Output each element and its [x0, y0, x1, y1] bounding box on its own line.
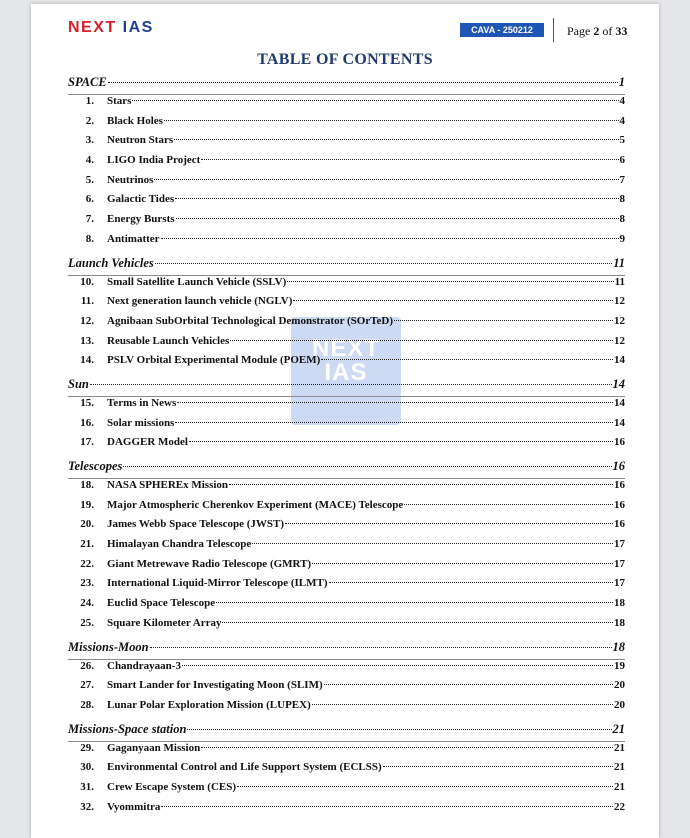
toc-entry[interactable]	[68, 699, 625, 719]
dot-leader	[394, 320, 613, 321]
entry-page-number: 16	[614, 479, 625, 491]
entry-page-number: 17	[614, 577, 625, 590]
watermark-text: NEXT IAS	[311, 335, 380, 386]
logo-text-next: NEXT	[68, 19, 117, 36]
toc-entry[interactable]	[68, 617, 625, 637]
dot-leader	[252, 543, 613, 544]
entry-title: Galactic Tides	[107, 193, 175, 206]
entry-number: 32.	[80, 800, 94, 813]
dot-leader	[164, 120, 619, 121]
dot-leader	[182, 665, 613, 666]
brand-logo	[68, 19, 154, 37]
entry-title: Environmental Control and Life Support System (ECLSS)	[107, 761, 382, 774]
toc-entry[interactable]	[68, 295, 625, 315]
toc-entry[interactable]	[68, 679, 625, 699]
entry-number: 29.	[80, 741, 94, 754]
entry-number: 23.	[80, 577, 94, 590]
entry-page-number: 16	[614, 498, 625, 511]
page-number	[567, 24, 627, 39]
entry-title: NASA SPHEREx Mission	[107, 479, 229, 491]
toc-entry[interactable]	[68, 597, 625, 617]
toc-entry[interactable]	[68, 436, 625, 456]
toc-entry[interactable]	[68, 335, 625, 355]
entry-page-number: 18	[614, 616, 625, 629]
entry-number: 20.	[80, 518, 94, 531]
entry-page-number: 16	[614, 436, 625, 449]
entry-page-number: 4	[619, 114, 625, 127]
entry-page-number: 20	[614, 698, 625, 711]
entry-page-number: 12	[614, 295, 625, 308]
entry-page-number: 21	[614, 780, 625, 793]
toc-section-heading[interactable]	[68, 722, 625, 742]
dot-leader	[175, 422, 613, 423]
toc-entry[interactable]	[68, 174, 625, 194]
dot-leader	[324, 684, 613, 685]
entry-page-number: 17	[614, 538, 625, 551]
page-total: 33	[615, 24, 628, 38]
entry-title: Smart Lander for Investigating Moon (SLIM)	[107, 679, 323, 692]
entry-page-number: 11	[614, 275, 625, 288]
entry-title: Black Holes	[107, 114, 163, 127]
section-title: Missions-Space station	[68, 721, 187, 736]
dot-leader	[161, 238, 619, 239]
toc-list	[68, 75, 625, 820]
entry-number: 2.	[85, 114, 94, 127]
toc-section-heading[interactable]	[68, 459, 625, 479]
toc-entry[interactable]	[68, 95, 625, 115]
dot-leader	[293, 300, 613, 301]
toc-entry[interactable]	[68, 417, 625, 437]
toc-entry[interactable]	[68, 479, 625, 499]
entry-page-number: 19	[614, 659, 625, 672]
entry-page-number: 5	[619, 134, 625, 147]
entry-number: 12.	[80, 314, 94, 327]
section-page-number: 21	[612, 721, 625, 736]
entry-page-number: 18	[614, 597, 625, 610]
toc-entry[interactable]	[68, 499, 625, 519]
toc-entry[interactable]	[68, 354, 625, 374]
toc-entry[interactable]	[68, 742, 625, 762]
page-prefix: Page	[567, 24, 594, 38]
entry-title: Giant Metrewave Radio Telescope (GMRT)	[107, 557, 312, 570]
section-page-number: 14	[612, 376, 625, 391]
entry-title: Antimatter	[107, 232, 160, 245]
entry-page-number: 14	[614, 396, 625, 409]
dot-leader	[150, 647, 612, 648]
entry-number: 4.	[85, 154, 94, 167]
entry-page-number: 21	[614, 741, 625, 754]
document-code-badge: CAVA - 250212	[460, 23, 544, 37]
dot-leader	[108, 82, 618, 83]
dot-leader	[176, 218, 619, 219]
toc-section-heading[interactable]	[68, 640, 625, 660]
entry-page-number: 16	[614, 518, 625, 531]
entry-number: 18.	[80, 479, 94, 491]
dot-leader	[285, 523, 613, 524]
dot-leader	[287, 281, 613, 282]
entry-page-number: 22	[614, 800, 625, 813]
dot-leader	[383, 766, 613, 767]
entry-page-number: 14	[614, 354, 625, 367]
toc-entry[interactable]	[68, 276, 625, 296]
section-page-number: 16	[612, 459, 625, 473]
entry-title: DAGGER Model	[107, 436, 188, 449]
entry-page-number: 12	[614, 334, 625, 347]
entry-title: Gaganyaan Mission	[107, 741, 201, 754]
dot-leader	[230, 340, 613, 341]
dot-leader	[174, 139, 618, 140]
entry-title: Himalayan Chandra Telescope	[107, 538, 252, 551]
entry-title: James Webb Space Telescope (JWST)	[107, 518, 285, 531]
entry-number: 1.	[85, 95, 94, 107]
dot-leader	[201, 159, 618, 160]
dot-leader	[177, 402, 613, 403]
dot-leader	[216, 602, 613, 603]
toc-entry[interactable]	[68, 558, 625, 578]
entry-title: Small Satellite Launch Vehicle (SSLV)	[107, 275, 287, 288]
entry-title: Energy Bursts	[107, 213, 175, 226]
entry-number: 3.	[85, 134, 94, 147]
dot-leader	[222, 622, 613, 623]
entry-title: Terms in News	[107, 396, 177, 409]
entry-number: 5.	[85, 173, 94, 186]
toc-entry[interactable]	[68, 761, 625, 781]
dot-leader	[189, 441, 613, 442]
entry-page-number: 17	[614, 557, 625, 570]
entry-number: 30.	[80, 761, 94, 774]
entry-number: 16.	[80, 416, 94, 429]
entry-page-number: 6	[619, 154, 625, 167]
entry-number: 31.	[80, 780, 94, 793]
section-title: Launch Vehicles	[68, 255, 154, 270]
dot-leader	[404, 504, 613, 505]
section-title: Sun	[68, 376, 89, 391]
entry-title: Lunar Polar Exploration Mission (LUPEX)	[107, 698, 311, 711]
dot-leader	[312, 563, 613, 564]
entry-number: 14.	[80, 354, 94, 367]
entry-page-number: 12	[614, 314, 625, 327]
dot-leader	[187, 729, 611, 730]
document-page	[31, 4, 659, 838]
toc-entry[interactable]	[68, 397, 625, 417]
entry-title: Reusable Launch Vehicles	[107, 334, 230, 347]
entry-page-number: 20	[614, 679, 625, 692]
entry-number: 25.	[80, 616, 94, 629]
dot-leader	[201, 747, 613, 748]
toc-entry[interactable]	[68, 577, 625, 597]
entry-number: 28.	[80, 698, 94, 711]
entry-title: Chandrayaan-3	[107, 659, 181, 672]
entry-number: 17.	[80, 436, 94, 449]
section-page-number: 1	[618, 75, 625, 89]
toc-entry[interactable]	[68, 781, 625, 801]
entry-title: Euclid Space Telescope	[107, 597, 216, 610]
entry-page-number: 9	[619, 232, 625, 245]
entry-number: 27.	[80, 679, 94, 692]
entry-page-number: 21	[614, 761, 625, 774]
entry-number: 7.	[85, 213, 94, 226]
entry-number: 24.	[80, 597, 94, 610]
entry-title: Crew Escape System (CES)	[107, 780, 237, 793]
entry-number: 11.	[80, 295, 94, 308]
entry-page-number: 8	[619, 193, 625, 206]
entry-title: Vyommitra	[107, 800, 161, 813]
toc-section-heading[interactable]	[68, 256, 625, 276]
page-current: 2	[593, 24, 600, 38]
entry-title: PSLV Orbital Experimental Module (POEM)	[107, 354, 321, 367]
page-header	[31, 4, 659, 54]
logo-text-ias: IAS	[122, 19, 154, 36]
dot-leader	[90, 384, 612, 385]
toc-title: TABLE OF CONTENTS	[257, 51, 433, 68]
dot-leader	[321, 359, 613, 360]
entry-title: International Liquid-Mirror Telescope (ILMT)	[107, 577, 328, 590]
entry-number: 8.	[85, 232, 94, 245]
dot-leader	[154, 179, 618, 180]
toc-entry[interactable]	[68, 193, 625, 213]
entry-title: Next generation launch vehicle (NGLV)	[107, 295, 293, 308]
section-title: SPACE	[68, 75, 107, 89]
entry-number: 6.	[85, 193, 94, 206]
toc-entry[interactable]	[68, 315, 625, 335]
entry-title: Neutron Stars	[107, 134, 174, 147]
entry-number: 19.	[80, 498, 94, 511]
header-divider	[553, 18, 554, 42]
entry-page-number: 4	[619, 95, 625, 107]
entry-number: 26.	[80, 659, 94, 672]
entry-title: Square Kilometer Array	[107, 616, 222, 629]
section-page-number: 11	[613, 255, 625, 270]
dot-leader	[229, 484, 613, 485]
toc-entry[interactable]	[68, 801, 625, 821]
entry-number: 22.	[80, 557, 94, 570]
toc-entry[interactable]	[68, 518, 625, 538]
section-title: Missions-Moon	[68, 639, 149, 654]
dot-leader	[329, 582, 613, 583]
entry-title: Neutrinos	[107, 173, 154, 186]
toc-entry[interactable]	[68, 538, 625, 558]
entry-number: 15.	[80, 396, 94, 409]
entry-page-number: 8	[619, 213, 625, 226]
entry-title: Stars	[107, 95, 132, 107]
entry-title: LIGO India Project	[107, 154, 201, 167]
toc-entry[interactable]	[68, 115, 625, 135]
entry-title: Major Atmospheric Cherenkov Experiment (MACE) Telescope	[107, 498, 404, 511]
entry-number: 10.	[80, 275, 94, 288]
dot-leader	[155, 263, 612, 264]
page-of: of	[599, 24, 616, 38]
entry-page-number: 14	[614, 416, 625, 429]
toc-entry[interactable]	[68, 154, 625, 174]
dot-leader	[161, 806, 613, 807]
entry-page-number: 7	[619, 173, 625, 186]
section-title: Telescopes	[68, 459, 123, 473]
toc-entry[interactable]	[68, 233, 625, 253]
entry-number: 21.	[80, 538, 94, 551]
entry-number: 13.	[80, 334, 94, 347]
dot-leader	[132, 100, 618, 101]
toc-section-heading[interactable]	[68, 75, 625, 95]
dot-leader	[312, 704, 613, 705]
entry-title: Agnibaan SubOrbital Technological Demonstrator (SOrTeD)	[107, 314, 394, 327]
dot-leader	[237, 786, 613, 787]
toc-entry[interactable]	[68, 660, 625, 680]
entry-title: Solar missions	[107, 416, 175, 429]
section-page-number: 18	[612, 639, 625, 654]
dot-leader	[175, 198, 618, 199]
toc-entry[interactable]	[68, 213, 625, 233]
toc-entry[interactable]	[68, 134, 625, 154]
toc-section-heading[interactable]	[68, 377, 625, 397]
dot-leader	[123, 466, 611, 467]
